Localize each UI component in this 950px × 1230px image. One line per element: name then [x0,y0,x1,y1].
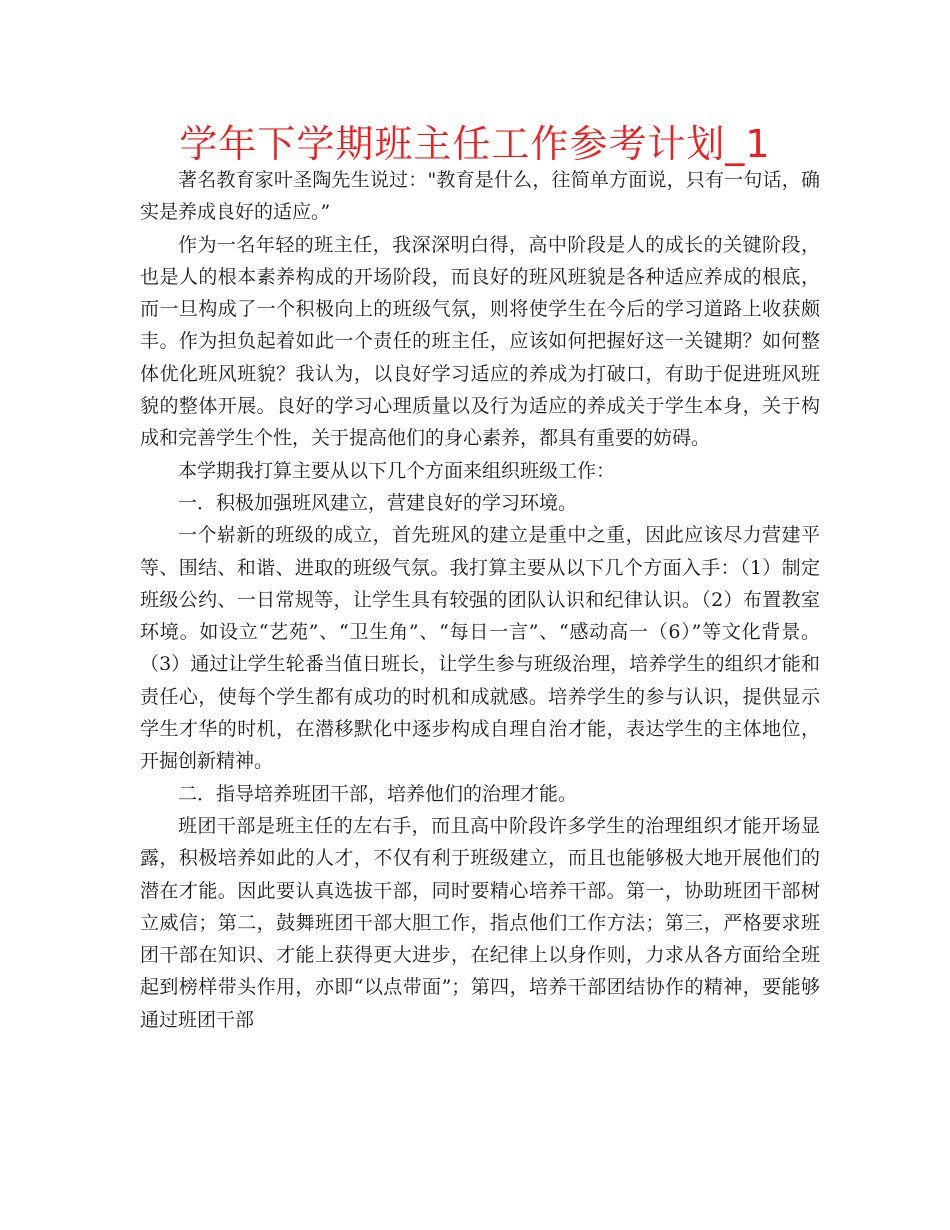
paragraph-class-leaders: 班团干部是班主任的左右手，而且高中阶段许多学生的治理组织才能开场显露，积极培养如此的人才，不仅有利于班级建立，而且也能够极大地开展他们的潜在才能。因此要认真选拔干部，同时要精心培养干部。第一，协助班团干部树立威信；第二，鼓舞班团干部大胆工作，指点他们工作方法；第三，严格要求班团干部在知识、才能上获得更大进步，在纪律上以身作则，力求从各方面给全班起到榜样带头作用，亦即“以点带面”；第四，培养干部团结协作的精神，要能够通过班团干部 [140,814,820,1031]
section-heading-2: 二．指导培养班团干部，培养他们的治理才能。 [178,782,578,805]
section-heading-1: 一．积极加强班风建立，营建良好的学习环境。 [178,491,578,514]
paragraph-class-culture: 一个崭新的班级的成立，首先班风的建立是重中之重，因此应该尽力营建平等、围结、和谐、进取的班级气氛。我打算主要从以下几个方面入手：（1）制定班级公约、一日常规等，让学生具有较强的团队认识和纪律认识。（2）布置教室环境。如设立“艺苑”、“卫生角”、“每日一言”、“感动高一（6）”等文化背景。（3）通过让学生轮番当值日班长，让学生参与班级治理，培养学生的组织才能和责任心，使每个学生都有成功的时机和成就感。培养学生的参与认识，提供显示学生才华的时机，在潜移默化中逐步构成自理自治才能，表达学生的主体地位，开掘创新精神。 [140,524,820,773]
paragraph-quote: 著名教育家叶圣陶先生说过："教育是什么，往简单方面说，只有一句话，确实是养成良好的适应。” [140,169,820,224]
paragraph-intro: 作为一名年轻的班主任，我深深明白得，高中阶段是人的成长的关键阶段，也是人的根本素养构成的开场阶段，而良好的班风班貌是各种适应养成的根底，而一旦构成了一个积极向上的班级气氛，则将使学生在今后的学习道路上收获颇丰。作为担负起着如此一个责任的班主任，应该如何把握好这一关键期？如何整体优化班风班貌？我认为，以良好学习适应的养成为打破口，有助于促进班风班貌的整体开展。良好的学习心理质量以及行为适应的养成关于学生本身，关于构成和完善学生个性，关于提高他们的身心素养，都具有重要的妨碍。 [140,233,820,450]
paragraph-plan-lead: 本学期我打算主要从以下几个方面来组织班级工作： [178,459,616,482]
document-body [140,164,820,1036]
document-title: 学年下学期班主任工作参考计划_1 [179,122,771,166]
